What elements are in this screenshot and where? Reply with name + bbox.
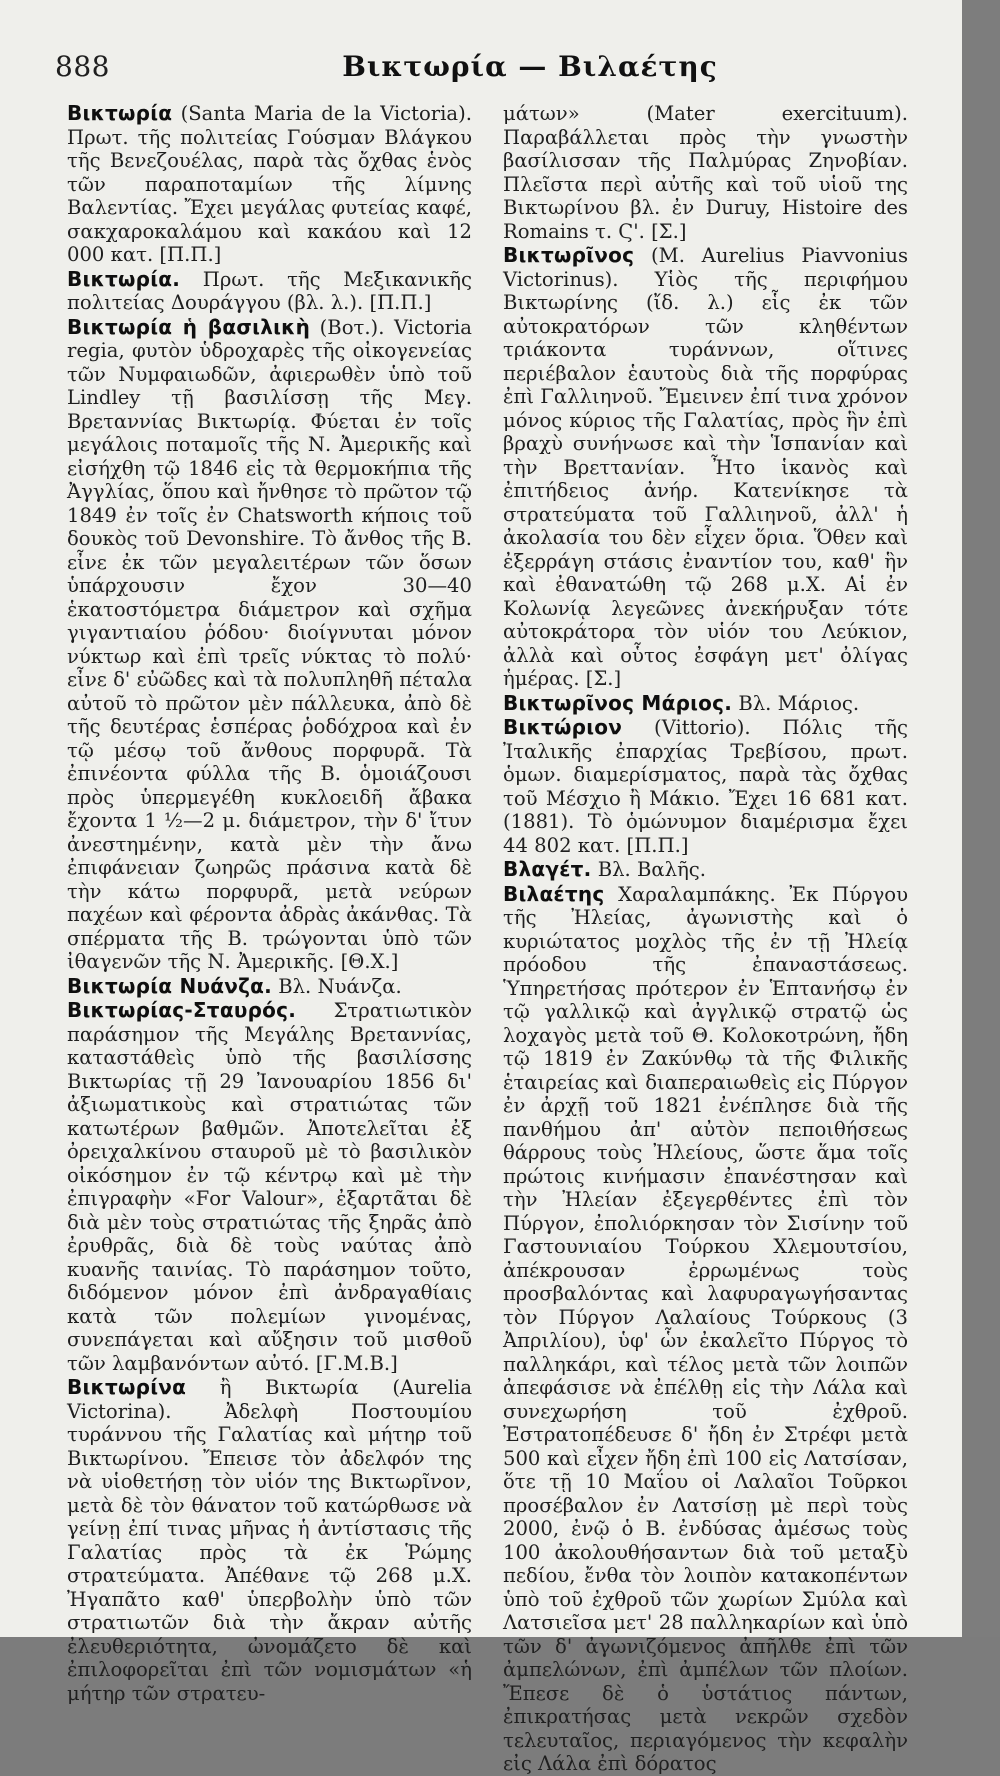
page-header [55,50,920,90]
entry-text: (Vittorio). Πόλις τῆς Ἰταλικῆς ἐπαρχίας Τρεβίσου, πρωτ. ὁμων. διαμερίσματος, παρὰ τὰς ὄχθας τοῦ Μέσχιο ἢ Μάκιο. Ἔχει 16 681 κατ. (1881). Τὸ ὁμώνυμον διαμέρισμα ἔχει 44 802 κατ. [Π.Π.] [503,716,908,857]
dictionary-entry [67,1376,472,1705]
entry-text: ἢ Βικτωρία (Aurelia Victorina). Ἀδελφὴ Ποστουμίου τυράννου τῆς Γαλατίας καὶ μήτηρ τοῦ Βικτωρίνου. Ἔπεισε τὸν ἀδελφόν της νὰ υἱοθετήσῃ τὸν υἱόν της Βικτωρῖνον, μετὰ δὲ τὸν θάνατον τοῦ κατώρθωσε νὰ γείνῃ ἐπί τινας μῆνας ἡ ἀντίστασις τῆς Γαλατίας πρὸς τὰ ἐκ Ῥώμης στρατεύματα. Ἀπέθανε τῷ 268 μ.Χ. Ἠγαπᾶτο καθ' ὑπερβολὴν ὑπὸ τῶν στρατιωτῶν διὰ τὴν ἄκραν αὐτῆς ἐλευθεριότητα, ὠνομάζετο δὲ καὶ ἐπιλοφορεῖται ἐπὶ τῶν νομισμάτων «ἡ μήτηρ τῶν στρατευ- [67,1376,472,1705]
dictionary-entry [67,999,472,1375]
entry-headword: Βικτωρία [67,101,173,125]
entry-headword: Βικτωρία ἡ βασιλικὴ [67,314,311,339]
page-number: 888 [55,50,110,83]
dictionary-entry [67,316,472,974]
dictionary-entry [503,883,908,1776]
entry-text: (Μ. Aurelius Piavvonius Victorinus). Υἱὸς τῆς περιφήμου Βικτωρίνης (ἴδ. λ.) εἷς ἐκ τῶν αὐτοκρατόρων τῶν κληθέντων τριάκοντα τυράννων, οἵτινες περιέβαλον ἑαυτοὺς διὰ τῆς πορφύρας ἐπὶ Γαλλιηνοῦ. Ἔμεινεν ἐπί τινα χρόνον μόνος κύριος τῆς Γαλατίας, πρὸς ἣν ἐπὶ βραχὺ συνήνωσε καὶ τὴν Ἱσπανίαν καὶ τὴν Βρεττανίαν. Ἦτο ἱκανὸς καὶ ἐπιτήδειος ἀνήρ. Κατενίκησε τὰ στρατεύματα τοῦ Γαλλιηνοῦ, ἀλλ' ἡ ἀκολασία του δὲν εἶχεν ὅρια. Ὅθεν καὶ ἐξερράγη στάσις ἐναντίον του, καθ' ἣν καὶ ἐθανατώθη τῷ 268 μ.Χ. Αἱ ἐν Κολωνίᾳ λεγεῶνες ἀνεκήρυξαν τότε αὐτοκράτορα τὸν υἱόν του Λεύκιον, ἀλλὰ καὶ οὗτος ἐσφάγη μετ' ὀλίγας ἡμέρας. [Σ.] [503,244,908,690]
right-column [503,102,908,1775]
running-title: Βικτωρία — Βιλαέτης [342,50,718,83]
dictionary-entry [503,858,908,882]
dictionary-entry [67,102,472,267]
dictionary-entry [503,692,908,716]
entry-headword: Βικτωρία. [67,266,181,291]
entry-text: Βλ. Νυάνζα. [271,974,402,998]
entry-text: (Βοτ.). Victoria regia, φυτὸν ὑδροχαρὲς τῆς οἰκογενείας τῶν Νυμφαιωδῶν, ἀφιερωθὲν ὑπὸ τοῦ Lindley τῇ βασιλίσσῃ τῆς Μεγ. Βρεταννίας Βικτωρίᾳ. Φύεται ἐν τοῖς μεγάλοις ποταμοῖς τῆς Ν. Ἀμερικῆς καὶ εἰσήχθη τῷ 1846 εἰς τὰ θερμοκήπια τῆς Ἀγγλίας, ὅπου καὶ ἤνθησε τὸ πρῶτον τῷ 1849 ἐν τοῖς ἐν Chatsworth κήποις τοῦ δουκὸς τοῦ Devonshire. Τὸ ἄνθος τῆς Β. εἶνε ἐκ τῶν μεγαλειτέρων τῶν ὅσων ὑπάρχουσιν ἔχον 30—40 ἑκατοστόμετρα διάμετρον καὶ σχῆμα γιγαντιαίου ῥόδου· διοίγνυται μόνον νύκτωρ καὶ ἐπὶ τρεῖς νύκτας τὸ πολύ· εἶνε δ' εὐῶδες καὶ τὰ πολυπληθῆ πέταλα αὐτοῦ τὸ πρῶτον μὲν πάλλευκα, ἀπὸ δὲ τῆς δευτέρας ἑσπέρας ῥοδόχροα καὶ ἐν τῷ μέσῳ τοῦ ἄνθους πορφυρᾶ. Τὰ ἐπινέοντα φύλλα τῆς Β. ὁμοιάζουσι πρὸς ὑπερμεγέθη κυκλοειδῆ ἄβακα ἔχοντα 1 ½—2 μ. διάμετρον, τὴν δ' ἴτυν ἀνεστημένην, κατὰ μὲν τὴν ἄνω ἐπιφάνειαν ζωηρῶς πράσινα κατὰ δὲ τὴν κάτω πορφυρᾶ, μετὰ νεύρων παχέων καὶ φέροντα ἀδρὰς ἀκάνθας. Τὰ σπέρματα τῆς Β. τρώγονται ὑπὸ τῶν ἰθαγενῶν τῆς Ν. Ἀμερικῆς. [Θ.Χ.] [67,315,472,973]
entry-text: Βλ. Βαλῆς. [591,858,707,881]
left-column [67,101,472,1705]
entry-headword: Βιλαέτης [503,881,605,906]
entry-headword: Βικτωρῖνος [503,243,635,267]
dictionary-entry [503,102,908,243]
entry-headword: Βικτωρία Νυάνζα. [67,973,272,998]
entry-headword: Βικτωρίας-Σταυρός. [67,998,297,1022]
dictionary-entry [67,268,472,315]
entry-text: Στρατιωτικὸν παράσημον τῆς Μεγάλης Βρεταννίας, καταστάθεὶς ὑπὸ τῆς βασιλίσσης Βικτωρίας τῇ 29 Ἰανουαρίου 1856 δι' ἀξιωματικοὺς καὶ στρατιώτας τῶν κατωτέρων βαθμῶν. Ἀποτελεῖται ἐξ ὀρειχαλκίνου σταυροῦ μὲ τὸ βασιλικὸν οἰκόσημον ἐν τῷ κέντρῳ καὶ μὲ τὴν ἐπιγραφὴν «Fοr Valour», ἐξαρτᾶται δὲ διὰ μὲν τοὺς στρατιώτας τῆς ξηρᾶς ἀπὸ ἐρυθρᾶς, διὰ δὲ τοὺς ναύτας ἀπὸ κυανῆς ταινίας. Τὸ παράσημον τοῦτο, διδόμενον μόνον ἐπὶ ἀνδραγαθίαις κατὰ τῶν πολεμίων γινομένας, συνεπάγεται καὶ αὔξησιν τοῦ μισθοῦ τῶν λαμβανόντων αὐτό. [Γ.Μ.Β.] [67,999,472,1375]
dictionary-entry [503,244,908,691]
entry-text: Χαραλαμπάκης. Ἐκ Πύργου τῆς Ἠλείας, ἀγωνιστὴς καὶ ὁ κυριώτατος μοχλὸς τῆς ἐν τῇ Ἠλείᾳ πρόοδου τῆς ἐπαναστάσεως. Ὑπηρετήσας πρότερον ἐν Ἑπτανήσῳ ἐν τῷ γαλλικῷ καὶ ἀγγλικῷ στρατῷ ὡς λοχαγὸς μετὰ τοῦ Θ. Κολοκοτρώνη, ἤδη τῷ 1819 ἐν Ζακύνθῳ τὰ τῆς Φιλικῆς ἑταιρείας καὶ διαπεραιωθεὶς εἰς Πύργον ἐν ἀρχῇ τοῦ 1821 ἐνέπλησε διὰ τῆς πανθήμου ἀπ' αὐτὸν πεποιθήσεως θάρρους τοὺς Ἠλείους, ὥστε ἅμα τοῖς πρώτοις κινήμασιν ἐπανέστησαν καὶ τὴν Ἠλείαν ἐξεγερθέντες ἐπὶ τὸν Πύργον, ἐπολιόρκησαν τὸν Σισίνην τοῦ Γαστουνιαίου Τούρκου Χλεμουτσίου, ἀπέκρουσαν ἐρρωμένως τοὺς προσβαλόντας καὶ λαφυραγωγήσαντας τὸν Πύργον Λαλαίους Τούρκους (3 Ἀπριλίου), ὑφ' ὧν ἐκαλεῖτο Πύργος τὸ παλληκάρι, καὶ τέλος μετὰ τῶν λοιπῶν ἀπεφάσισε νὰ ἐπέλθῃ εἰς τὴν Λάλα καὶ συνεχωρήση τοῦ ἐχθροῦ. Ἐστρατοπέδευσε δ' ἤδη ἐν Στρέφι μετὰ 500 καὶ εἶχεν ἤδη ἐπὶ 100 εἰς Λατσίσαν, ὅτε τῇ 10 Μαΐου οἱ Λαλαῖοι Τοῦρκοι προσέβαλον ἐν Λατσίσῃ μὲ περὶ τοὺς 2000, ἐνῷ ὁ Β. ἐνδύσας ἀμέσως τοὺς 100 ἀκολουθήσαντων διὰ τοῦ μεταξὺ πεδίου, ἔνθα τὸν λοιπὸν κατακοπέντων ὑπὸ τοῦ ἐχθροῦ τῶν χωρίων Σμύλα καὶ Λατσιεῖσα μετ' 28 παλληκαρίων καὶ ὑπὸ τῶν δ' ἀγωνιζόμενος ἀπῆλθε ἐπὶ τῶν ἀμπελώνων, ἐπὶ ἀμπέλων τῶν πλοίων. Ἔπεσε δὲ ὁ ὑστάτιος πάντων, ἐπικρατήσας μετὰ νεκρῶν σχεδὸν τελευταῖος, περιαγόμενος τὴν κεφαλὴν εἰς Λάλα ἐπὶ δόρατος [503,882,908,1775]
entry-headword: Βικτωρίνα [67,1375,187,1399]
dictionary-entry [503,716,908,857]
entry-headword: Βικτωρῖνος Μάριος. [503,690,733,715]
entry-text: Βλ. Μάριος. [732,691,860,715]
entry-headword: Βικτώριον [503,715,623,739]
entry-text: (Santa Maria de la Victoria). Πρωτ. τῆς πολιτείας Γούσμαν Βλάγκου τῆς Βενεζουέλας, παρὰ τὰς ὄχθας ἑνὸς τῶν παραποταμίων τῆς λίμνης Βαλεντίας. Ἔχει μεγάλας φυτείας καφέ, σακχαροκαλάμου καὶ κακάου καὶ 12 000 κατ. [Π.Π.] [67,102,472,266]
entry-text: μάτων» (Mater exercituum). Παραβάλλεται πρὸς τὴν γνωστὴν βασίλισσαν τῆς Παλμύρας Ζηνοβίαν. Πλεῖστα περὶ αὐτῆς καὶ τοῦ υἱοῦ της Βικτωρίνου βλ. ἐν Duruy, Histoire des Romains τ. Ϛ'. [Σ.] [503,102,908,243]
dictionary-entry [67,975,472,999]
entry-headword: Βλαγέτ. [503,857,592,881]
entry-text: Πρωτ. τῆς Μεξικανικῆς πολιτείας Δουράγγου (βλ. λ.). [Π.Π.] [67,267,472,314]
